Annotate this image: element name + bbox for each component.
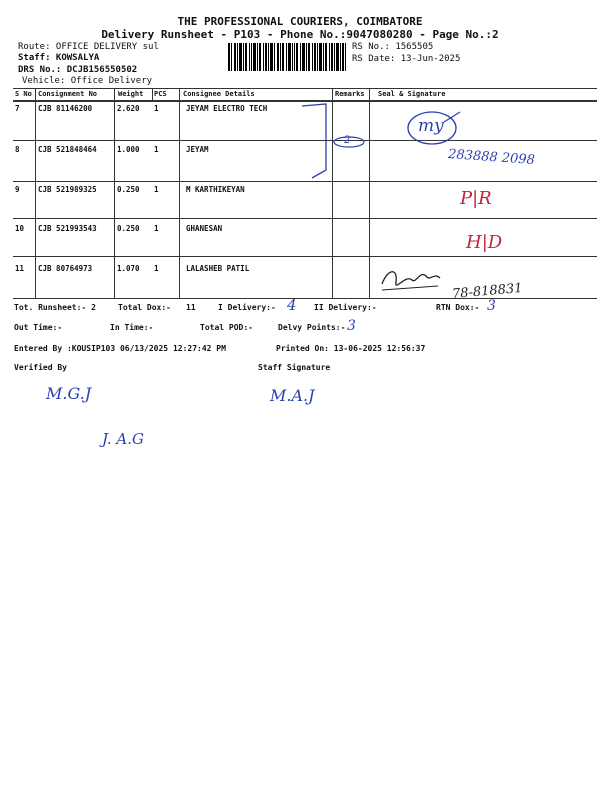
row-consignment-no: CJB 521993543 [38, 224, 97, 233]
col-header-sno: S No [15, 90, 32, 98]
runsheet-subtitle: Delivery Runsheet - P103 - Phone No.:9047080280 - Page No.:2 [101, 28, 499, 41]
row-pcs: 1 [154, 104, 159, 113]
entered-by: Entered By :KOUSIP103 06/13/2025 12:27:42 PM [14, 344, 226, 353]
rs-no-label: RS No.: 1565505 [352, 42, 434, 52]
route-label: Route: OFFICE DELIVERY sul [18, 42, 159, 52]
total-pod-label: Total POD:- [200, 323, 253, 332]
verified-signature-1: M.G.J [46, 384, 92, 403]
row-consignment-no: CJB 80764973 [38, 264, 93, 273]
rtn-dox-label: RTN Dox:- [436, 303, 480, 312]
row-consignment-no: CJB 521989325 [38, 185, 97, 194]
i-delivery-value: 4 [287, 296, 297, 314]
col-header-seal-signature: Seal & Signature [378, 90, 446, 98]
row-pcs: 1 [154, 185, 159, 194]
row-weight: 0.250 [117, 185, 140, 194]
printed-on: Printed On: 13-06-2025 12:56:37 [276, 344, 426, 353]
col-header-remarks: Remarks [335, 90, 365, 98]
row-sno: 8 [15, 145, 20, 154]
col-header-pcs: PCS [154, 90, 167, 98]
total-dox-value: 11 [186, 303, 196, 312]
total-dox-label: Total Dox:- [118, 303, 171, 312]
receiver-phone-2: 78-818831 [451, 280, 524, 303]
in-time-label: In Time:- [110, 323, 154, 332]
row-weight: 1.000 [117, 145, 140, 154]
receiver-phone-1: 283888 2098 [447, 146, 536, 169]
rs-date-label: RS Date: 13-Jun-2025 [352, 54, 461, 64]
ii-delivery-label: II Delivery:- [314, 303, 377, 312]
remarks-mark: 2 [344, 135, 351, 146]
delvy-points-value: 3 [347, 318, 356, 334]
staff-signature: M.A.J [270, 386, 315, 405]
col-header-weight: Weight [118, 90, 144, 98]
row-consignee: JEYAM ELECTRO TECH [186, 104, 268, 113]
tot-runsheet: Tot. Runsheet:- 2 [14, 303, 96, 312]
row-consignee: LALASHEB PATIL [186, 264, 250, 273]
staff-signature-label: Staff Signature [258, 363, 331, 372]
company-title: THE PROFESSIONAL COURIERS, COIMBATORE [177, 15, 423, 28]
row-weight: 1.070 [117, 264, 140, 273]
row-sno: 11 [15, 264, 25, 273]
row-consignee: GHANESAN [186, 224, 223, 233]
col-header-consignee: Consignee Details [183, 90, 255, 98]
row-consignment-no: CJB 521848464 [38, 145, 97, 154]
row-pcs: 1 [154, 224, 159, 233]
row-consignment-no: CJB 81146200 [38, 104, 93, 113]
row9-mark: P|R [460, 188, 492, 209]
row-weight: 0.250 [117, 224, 140, 233]
vehicle-label: Vehicle: Office Delivery [22, 76, 153, 86]
delvy-points-label: Delvy Points:- [278, 323, 346, 332]
row-sno: 7 [15, 104, 20, 113]
row-consignee: M KARTHIKEYAN [186, 185, 245, 194]
rtn-dox-value: 3 [487, 298, 496, 314]
out-time-label: Out Time:- [14, 323, 63, 332]
drs-label: DRS No.: DCJB156550502 [18, 65, 138, 75]
row-pcs: 1 [154, 145, 159, 154]
i-delivery-label: I Delivery:- [218, 303, 276, 312]
bracket-mark [302, 104, 326, 178]
col-header-consignment: Consignment No [38, 90, 98, 98]
row-weight: 2.620 [117, 104, 140, 113]
staff-label: Staff: KOWSALYA [18, 53, 100, 63]
row-sno: 10 [15, 224, 25, 233]
row11-signature [378, 262, 448, 302]
row-consignee: JEYAM [186, 145, 209, 154]
verified-by-label: Verified By [14, 363, 67, 372]
row-pcs: 1 [154, 264, 159, 273]
row7-signature: my [418, 116, 444, 136]
row10-mark: H|D [466, 232, 503, 253]
verified-signature-2: J. A.G [102, 430, 144, 448]
row-sno: 9 [15, 185, 20, 194]
